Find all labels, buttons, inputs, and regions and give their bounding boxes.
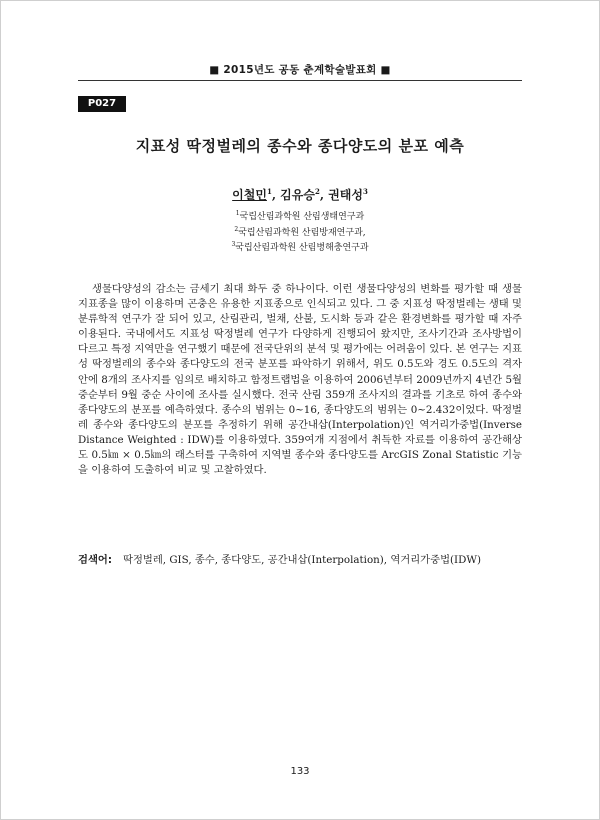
- keywords-label: 검색어:: [78, 554, 112, 566]
- author-affil-mark: 3: [362, 187, 368, 196]
- affiliation-mark: 2: [234, 225, 239, 233]
- affiliation-text: 국립산림과학원 산림방재연구과,: [238, 227, 366, 238]
- poster-number-badge: P027: [78, 96, 126, 112]
- keywords-block: [78, 553, 522, 568]
- page-number: 133: [290, 766, 310, 777]
- affiliation-line: [78, 208, 522, 224]
- author-affil-mark: 2: [314, 187, 320, 196]
- keywords-text: 딱정벌레, GIS, 종수, 종다양도, 공간내삽(Interpolation), 역거리가중법(IDW): [123, 554, 481, 566]
- author-name: 이철민: [232, 188, 267, 202]
- affiliation-list: [78, 208, 522, 255]
- affiliation-mark: 3: [231, 241, 236, 248]
- author-name: 김유승: [280, 188, 315, 202]
- affiliation-text: 국립산림과학원 산림생태연구과: [239, 212, 365, 222]
- author-affil-mark: 1: [266, 187, 272, 196]
- author-name: 권태성: [328, 188, 363, 202]
- abstract-body: 생물다양성의 감소는 금세기 최대 화두 중 하나이다. 이런 생물다양성의 변화를 평가할 때 생물지표종을 많이 이용하며 곤충은 유용한 지표종으로 인식되고 있다. 그 중 지표성 딱정벌레는 생태 및 분류학적 연구가 잘 되어 있고, 산림관리, 벌채, 산불, 도시화 등과 같은 환경변화를 평가할 때 자주 이용된다. 국내에서도 지표성 딱정벌레 연구가 다양하게 진행되어 왔지만, 조사기간과 조사방법이 다르고 특정 지역만을 연구했기 때문에 전국단위의 분석 및 평가에는 어려움이 있다. 본 연구는 지표성 딱정벌레의 종수와 종다양도의 전국 분포를 파악하기 위해서, 위도 0.5도와 경도 0.5도의 격자 안에 8개의 조사지를 임의로 배치하고 함정트랩법을 이용하여 2006년부터 2009년까지 4년간 5월 중순부터 9월 중순 사이에 조사를 실시했다. 전국 산림 359개 조사지의 결과를 기초로 하여 종수와 종다양도의 분포를 예측하였다. 종수의 범위는 0~16, 종다양도의 범위는 0~2.432이었다. 딱정벌레 종수와 종다양도의 분포를 추정하기 위해 공간내삽(Interpolation)인 역거리가중법(Inverse Distance Weighted : IDW)를 이용하였다. 359여개 지점에서 취득한 자료를 이용하여 공간해상도 0.5㎞ × 0.5㎞의 래스터를 구축하여 지역별 종수와 종다양도를 ArcGIS Zonal Statistic 기능을 이용하여 도출하여 비교 및 고찰하였다.: [78, 283, 522, 477]
- author-separator: ,: [319, 188, 329, 202]
- affiliation-text: 국립산림과학원 산림병해충연구과: [235, 243, 369, 253]
- affiliation-line: [78, 224, 522, 240]
- paper-title: 지표성 딱정벌레의 종수와 종다양도의 분포 예측: [135, 137, 465, 155]
- affiliation-mark: 1: [235, 210, 240, 217]
- author-list: [78, 186, 522, 203]
- author-separator: ,: [271, 188, 281, 202]
- affiliation-line: [78, 239, 522, 255]
- header-rule: [78, 80, 522, 81]
- running-header: ■ 2015년도 공동 춘계학술발표회 ■: [209, 64, 391, 76]
